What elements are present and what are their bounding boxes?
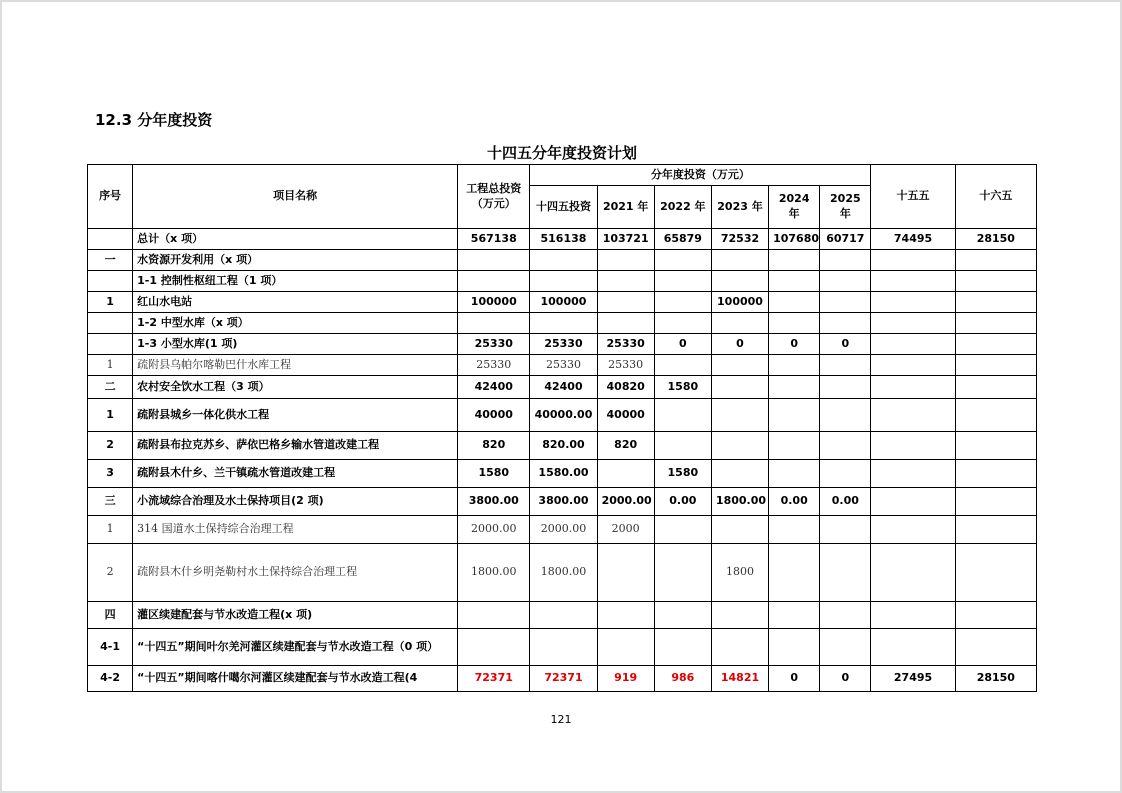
cell-year-2022 — [654, 544, 711, 602]
cell-fifteenth — [871, 399, 955, 432]
cell-fourteenth: 3800.00 — [530, 488, 597, 516]
table-row — [88, 544, 1037, 602]
header-fourteenth: 十四五投资 — [530, 186, 597, 229]
cell-year-2023 — [711, 271, 768, 292]
cell-year-2021 — [597, 313, 654, 334]
cell-year-2023: 14821 — [711, 666, 768, 692]
cell-fifteenth — [871, 460, 955, 488]
cell-year-2023 — [711, 355, 768, 376]
cell-year-2023 — [711, 250, 768, 271]
cell-year-2023 — [711, 516, 768, 544]
cell-sixteenth — [955, 432, 1036, 460]
section-title: 12.3 分年度投资 — [95, 111, 213, 129]
cell-total: 40000 — [458, 399, 530, 432]
cell-year-2022: 986 — [654, 666, 711, 692]
cell-year-2021: 40000 — [597, 399, 654, 432]
cell-year-2021 — [597, 544, 654, 602]
cell-year-2024 — [769, 355, 820, 376]
cell-total: 820 — [458, 432, 530, 460]
table-row — [88, 629, 1037, 666]
cell-year-2025 — [820, 432, 871, 460]
header-2021: 2021 年 — [597, 186, 654, 229]
table-row — [88, 602, 1037, 629]
table-title: 十四五分年度投资计划 — [486, 144, 637, 162]
cell-year-2021: 820 — [597, 432, 654, 460]
cell-name: 疏附县木什乡、兰干镇疏水管道改建工程 — [133, 460, 458, 488]
table-row — [88, 432, 1037, 460]
cell-year-2021: 40820 — [597, 376, 654, 399]
cell-fourteenth: 42400 — [530, 376, 597, 399]
cell-fifteenth — [871, 516, 955, 544]
cell-fourteenth: 516138 — [530, 229, 597, 250]
cell-seq: 4-1 — [88, 629, 133, 666]
cell-year-2023 — [711, 399, 768, 432]
cell-fourteenth: 820.00 — [530, 432, 597, 460]
cell-year-2024: 0 — [769, 334, 820, 355]
cell-sixteenth — [955, 313, 1036, 334]
header-2023: 2023 年 — [711, 186, 768, 229]
cell-year-2021 — [597, 629, 654, 666]
cell-year-2024: 0.00 — [769, 488, 820, 516]
table-row — [88, 516, 1037, 544]
cell-seq: 2 — [88, 544, 133, 602]
page-number: 121 — [550, 713, 572, 726]
cell-year-2024 — [769, 432, 820, 460]
cell-name: 红山水电站 — [133, 292, 458, 313]
cell-fifteenth — [871, 313, 955, 334]
cell-year-2022: 0 — [654, 334, 711, 355]
cell-year-2025: 60717 — [820, 229, 871, 250]
cell-year-2024 — [769, 602, 820, 629]
cell-fifteenth — [871, 292, 955, 313]
cell-year-2021 — [597, 602, 654, 629]
cell-total: 1800.00 — [458, 544, 530, 602]
cell-total: 3800.00 — [458, 488, 530, 516]
cell-year-2023 — [711, 432, 768, 460]
cell-name: 总计（x 项） — [133, 229, 458, 250]
header-total: 工程总投资（万元） — [458, 165, 530, 229]
cell-total — [458, 629, 530, 666]
table-row — [88, 229, 1037, 250]
table-header — [88, 165, 1037, 229]
table-row — [88, 334, 1037, 355]
cell-year-2024 — [769, 292, 820, 313]
cell-sixteenth — [955, 292, 1036, 313]
table-row — [88, 460, 1037, 488]
cell-name: 1-3 小型水库(1 项) — [133, 334, 458, 355]
cell-year-2022 — [654, 432, 711, 460]
cell-name: 疏附县乌帕尔喀勒巴什水库工程 — [133, 355, 458, 376]
header-fifteenth: 十五五 — [871, 165, 955, 229]
cell-seq: 三 — [88, 488, 133, 516]
cell-total — [458, 271, 530, 292]
cell-fourteenth — [530, 602, 597, 629]
cell-year-2024 — [769, 313, 820, 334]
cell-sixteenth — [955, 271, 1036, 292]
cell-total: 42400 — [458, 376, 530, 399]
cell-sixteenth — [955, 544, 1036, 602]
cell-fourteenth — [530, 250, 597, 271]
cell-year-2024 — [769, 544, 820, 602]
cell-fifteenth — [871, 271, 955, 292]
cell-sixteenth — [955, 355, 1036, 376]
cell-total — [458, 250, 530, 271]
cell-sixteenth: 28150 — [955, 229, 1036, 250]
table-row — [88, 376, 1037, 399]
header-annual-group: 分年度投资（万元） — [530, 165, 871, 186]
document-page — [2, 2, 1120, 791]
cell-name: “十四五”期间叶尔羌河灌区续建配套与节水改造工程（0 项） — [133, 629, 458, 666]
cell-year-2022 — [654, 292, 711, 313]
cell-sixteenth — [955, 399, 1036, 432]
cell-fifteenth: 27495 — [871, 666, 955, 692]
cell-name: 小流域综合治理及水土保持项目(2 项) — [133, 488, 458, 516]
cell-year-2021 — [597, 460, 654, 488]
cell-fifteenth — [871, 250, 955, 271]
cell-seq: 四 — [88, 602, 133, 629]
cell-fourteenth: 72371 — [530, 666, 597, 692]
cell-year-2021: 919 — [597, 666, 654, 692]
cell-year-2024 — [769, 629, 820, 666]
cell-year-2025: 0 — [820, 666, 871, 692]
table-row — [88, 292, 1037, 313]
cell-seq: 二 — [88, 376, 133, 399]
cell-name: 水资源开发利用（x 项） — [133, 250, 458, 271]
cell-fourteenth: 40000.00 — [530, 399, 597, 432]
cell-year-2025 — [820, 399, 871, 432]
cell-sixteenth — [955, 488, 1036, 516]
cell-year-2025 — [820, 250, 871, 271]
cell-name: 农村安全饮水工程（3 项） — [133, 376, 458, 399]
cell-year-2021 — [597, 250, 654, 271]
cell-year-2023 — [711, 460, 768, 488]
cell-year-2022 — [654, 399, 711, 432]
cell-sixteenth — [955, 376, 1036, 399]
cell-year-2024 — [769, 271, 820, 292]
cell-year-2025 — [820, 602, 871, 629]
cell-year-2025 — [820, 376, 871, 399]
cell-total: 72371 — [458, 666, 530, 692]
cell-year-2023 — [711, 313, 768, 334]
cell-sixteenth — [955, 602, 1036, 629]
cell-year-2023 — [711, 376, 768, 399]
cell-year-2022: 1580 — [654, 460, 711, 488]
cell-seq: 4-2 — [88, 666, 133, 692]
cell-sixteenth: 28150 — [955, 666, 1036, 692]
cell-seq — [88, 271, 133, 292]
cell-year-2021: 103721 — [597, 229, 654, 250]
cell-name: 疏附县城乡一体化供水工程 — [133, 399, 458, 432]
table-row — [88, 250, 1037, 271]
header-2025: 2025 年 — [820, 186, 871, 229]
table-row — [88, 355, 1037, 376]
cell-year-2025 — [820, 355, 871, 376]
header-2022: 2022 年 — [654, 186, 711, 229]
cell-year-2023: 72532 — [711, 229, 768, 250]
cell-year-2021 — [597, 271, 654, 292]
table-row — [88, 666, 1037, 692]
cell-fifteenth: 74495 — [871, 229, 955, 250]
cell-name: 灌区续建配套与节水改造工程(x 项) — [133, 602, 458, 629]
cell-year-2022: 0.00 — [654, 488, 711, 516]
table-row — [88, 399, 1037, 432]
cell-year-2023 — [711, 629, 768, 666]
cell-year-2023: 1800.00 — [711, 488, 768, 516]
cell-total: 25330 — [458, 355, 530, 376]
header-sixteenth: 十六五 — [955, 165, 1036, 229]
cell-year-2025: 0 — [820, 334, 871, 355]
cell-year-2023 — [711, 602, 768, 629]
cell-fifteenth — [871, 602, 955, 629]
cell-year-2024 — [769, 399, 820, 432]
cell-year-2024: 0 — [769, 666, 820, 692]
cell-seq: 1 — [88, 355, 133, 376]
cell-year-2022 — [654, 602, 711, 629]
cell-name: “十四五”期间喀什噶尔河灌区续建配套与节水改造工程(4 — [133, 666, 458, 692]
cell-fourteenth — [530, 629, 597, 666]
cell-year-2023: 1800 — [711, 544, 768, 602]
cell-year-2024 — [769, 516, 820, 544]
cell-fourteenth — [530, 313, 597, 334]
cell-fifteenth — [871, 544, 955, 602]
cell-year-2022: 1580 — [654, 376, 711, 399]
cell-year-2024 — [769, 250, 820, 271]
cell-year-2023: 0 — [711, 334, 768, 355]
cell-seq: 1 — [88, 292, 133, 313]
cell-name: 314 国道水土保持综合治理工程 — [133, 516, 458, 544]
cell-year-2024 — [769, 376, 820, 399]
cell-seq: 3 — [88, 460, 133, 488]
cell-year-2022 — [654, 313, 711, 334]
cell-fourteenth: 1580.00 — [530, 460, 597, 488]
cell-seq — [88, 313, 133, 334]
header-2024: 2024 年 — [769, 186, 820, 229]
cell-year-2021 — [597, 292, 654, 313]
header-seq: 序号 — [88, 165, 133, 229]
cell-total — [458, 602, 530, 629]
cell-year-2022 — [654, 516, 711, 544]
cell-year-2022 — [654, 629, 711, 666]
cell-year-2025 — [820, 629, 871, 666]
cell-year-2021: 2000.00 — [597, 488, 654, 516]
cell-year-2022: 65879 — [654, 229, 711, 250]
cell-fifteenth — [871, 334, 955, 355]
cell-total: 2000.00 — [458, 516, 530, 544]
cell-seq: 1 — [88, 516, 133, 544]
cell-year-2021: 2000 — [597, 516, 654, 544]
cell-fifteenth — [871, 488, 955, 516]
cell-year-2025 — [820, 313, 871, 334]
cell-sixteenth — [955, 516, 1036, 544]
cell-name: 1-2 中型水库（x 项） — [133, 313, 458, 334]
investment-table — [87, 164, 1037, 692]
cell-total — [458, 313, 530, 334]
cell-fourteenth — [530, 271, 597, 292]
cell-fourteenth: 25330 — [530, 355, 597, 376]
cell-fifteenth — [871, 355, 955, 376]
cell-sixteenth — [955, 250, 1036, 271]
cell-year-2021: 25330 — [597, 355, 654, 376]
cell-fifteenth — [871, 629, 955, 666]
cell-seq: 1 — [88, 399, 133, 432]
cell-fourteenth: 2000.00 — [530, 516, 597, 544]
cell-year-2025 — [820, 516, 871, 544]
cell-name: 1-1 控制性枢纽工程（1 项） — [133, 271, 458, 292]
cell-year-2025 — [820, 271, 871, 292]
cell-seq: 2 — [88, 432, 133, 460]
cell-fourteenth: 1800.00 — [530, 544, 597, 602]
cell-total: 100000 — [458, 292, 530, 313]
cell-year-2021: 25330 — [597, 334, 654, 355]
cell-fifteenth — [871, 432, 955, 460]
cell-name: 疏附县布拉克苏乡、萨依巴格乡输水管道改建工程 — [133, 432, 458, 460]
cell-year-2025 — [820, 292, 871, 313]
cell-sixteenth — [955, 629, 1036, 666]
cell-year-2025 — [820, 544, 871, 602]
cell-year-2022 — [654, 250, 711, 271]
cell-year-2023: 100000 — [711, 292, 768, 313]
table-body — [88, 229, 1037, 692]
cell-year-2025 — [820, 460, 871, 488]
cell-year-2024: 107680 — [769, 229, 820, 250]
cell-seq: 一 — [88, 250, 133, 271]
cell-year-2025: 0.00 — [820, 488, 871, 516]
cell-seq — [88, 334, 133, 355]
cell-sixteenth — [955, 460, 1036, 488]
cell-name: 疏附县木什乡明尧勒村水土保持综合治理工程 — [133, 544, 458, 602]
cell-total: 567138 — [458, 229, 530, 250]
table-row — [88, 313, 1037, 334]
cell-year-2022 — [654, 271, 711, 292]
cell-seq — [88, 229, 133, 250]
cell-total: 25330 — [458, 334, 530, 355]
table-row — [88, 271, 1037, 292]
cell-fifteenth — [871, 376, 955, 399]
cell-sixteenth — [955, 334, 1036, 355]
cell-total: 1580 — [458, 460, 530, 488]
header-name: 项目名称 — [133, 165, 458, 229]
cell-fourteenth: 25330 — [530, 334, 597, 355]
cell-fourteenth: 100000 — [530, 292, 597, 313]
table-row — [88, 488, 1037, 516]
cell-year-2022 — [654, 355, 711, 376]
cell-year-2024 — [769, 460, 820, 488]
